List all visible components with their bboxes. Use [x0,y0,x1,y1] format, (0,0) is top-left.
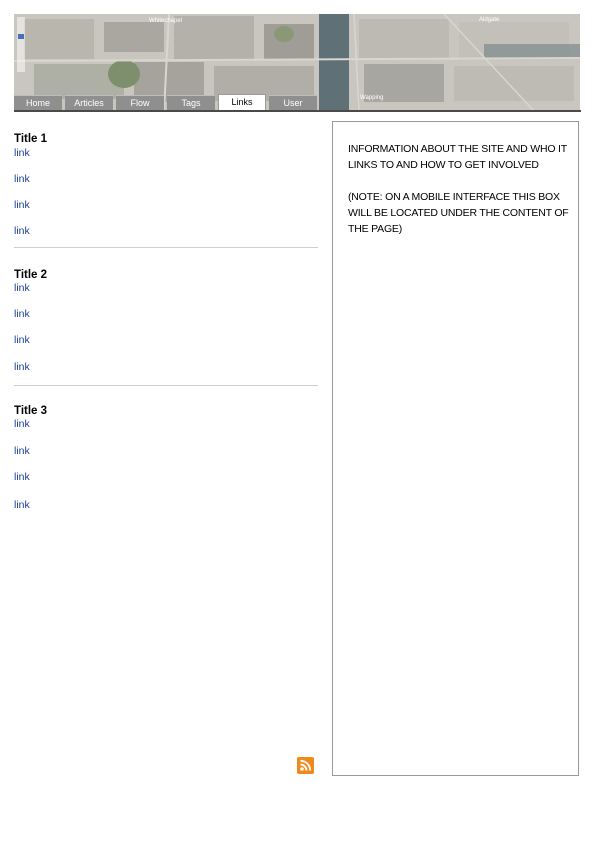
tab-user[interactable]: User [269,95,317,111]
info-sidebar [332,121,579,776]
section-divider [14,385,318,386]
list-link[interactable]: link [14,499,30,511]
tab-home[interactable]: Home [14,95,62,111]
nav-tabs [14,95,580,111]
map-label: Wapping [360,95,384,101]
mobile-note-text: (NOTE: ON A MOBILE INTERFACE THIS BOX WILL BE LOCATED UNDER THE CONTENT OF THE PAGE) [348,191,569,235]
tab-links[interactable]: Links [218,94,266,111]
tab-flow[interactable]: Flow [116,95,164,111]
tab-articles[interactable]: Articles [65,95,113,111]
list-link[interactable]: link [14,199,30,211]
link-section [14,268,318,386]
section-title: Title 2 [14,269,48,281]
tab-tags[interactable]: Tags [167,95,215,111]
list-link[interactable]: link [14,282,30,294]
list-link[interactable]: link [14,147,30,159]
header-divider [14,110,581,112]
list-link[interactable]: link [14,173,30,185]
list-link[interactable]: link [14,471,30,483]
list-link[interactable]: link [14,308,30,320]
main-content [14,128,318,512]
link-section [14,132,318,248]
link-section [14,404,318,512]
list-link[interactable]: link [14,445,30,457]
map-label: Aldgate [479,17,500,23]
site-info-text: INFORMATION ABOUT THE SITE AND WHO IT LINKS TO AND HOW TO GET INVOLVED [348,143,567,171]
list-link[interactable]: link [14,225,30,237]
map-label: Whitechapel [149,18,183,24]
list-link[interactable]: link [14,334,30,346]
rss-icon[interactable] [297,757,314,774]
section-title: Title 3 [14,405,48,417]
section-title: Title 1 [14,133,48,145]
section-divider [14,247,318,248]
list-link[interactable]: link [14,361,30,373]
list-link[interactable]: link [14,418,30,430]
